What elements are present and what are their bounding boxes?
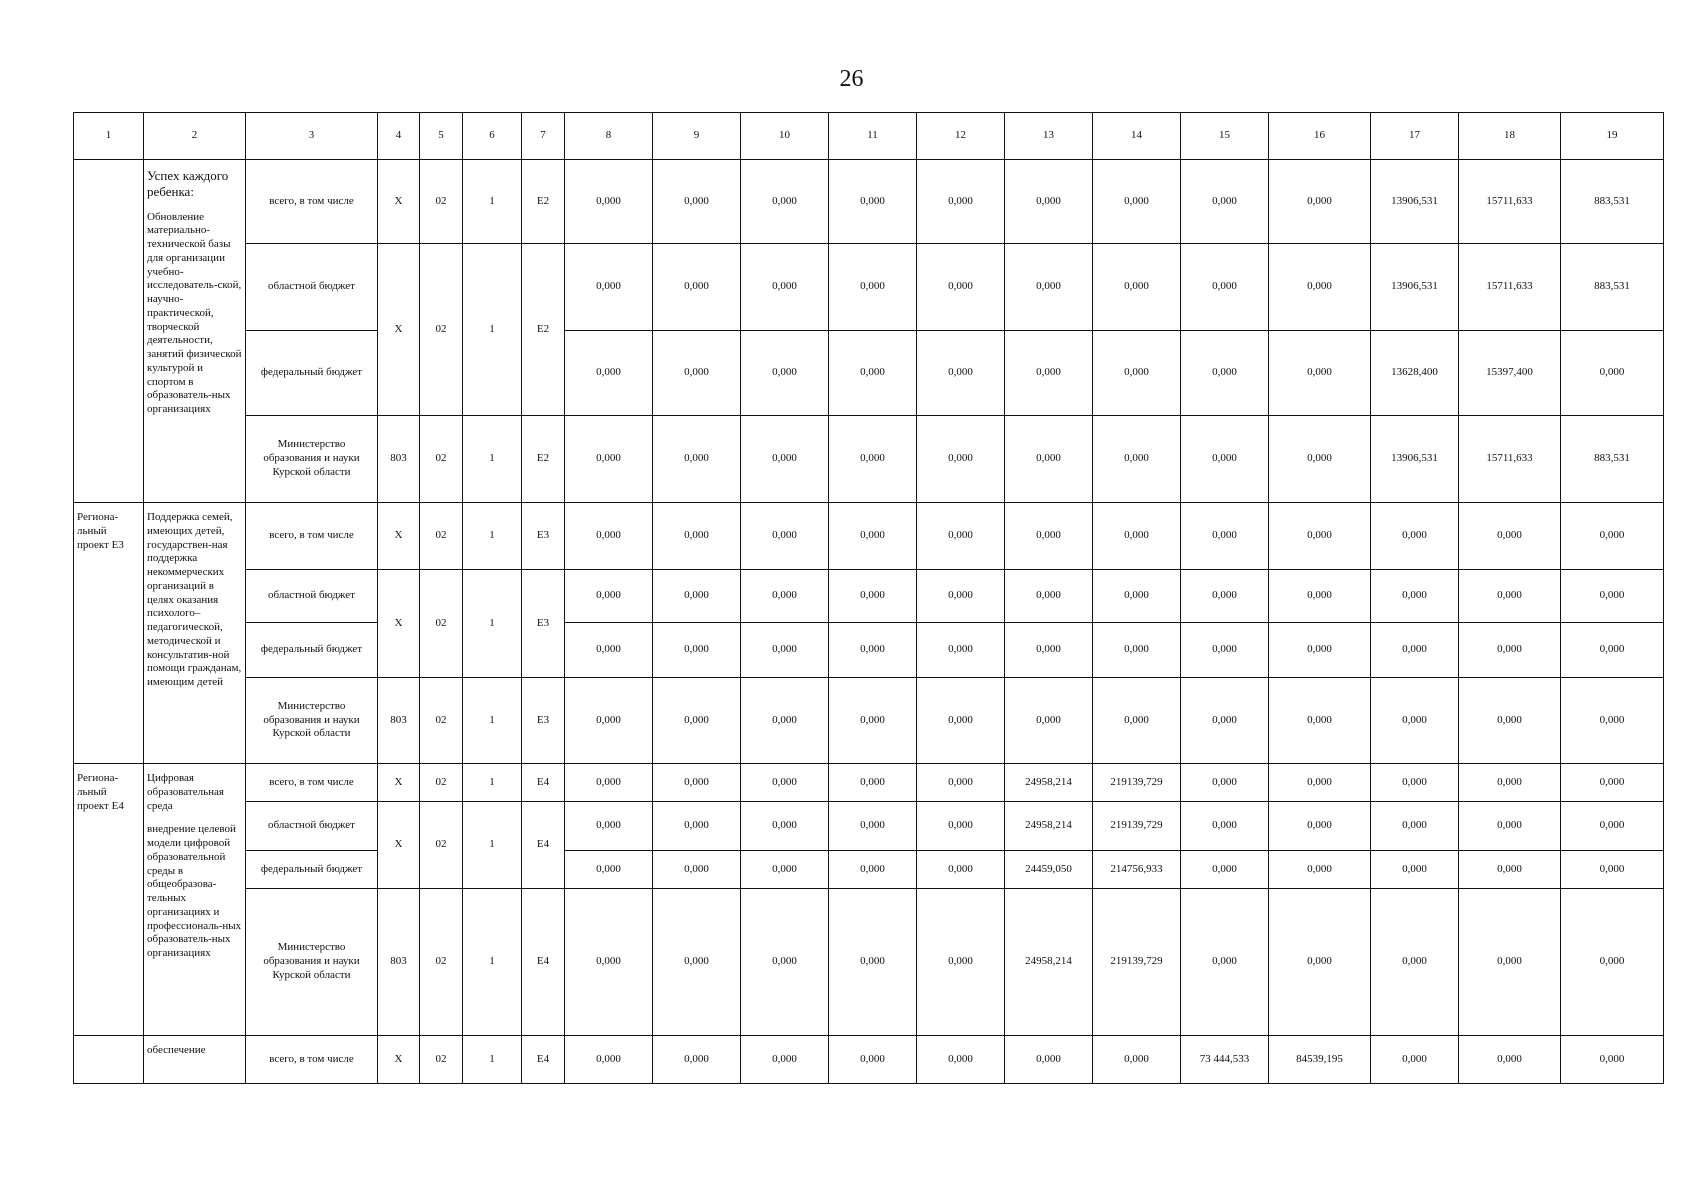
code-cell: 02 xyxy=(420,503,463,570)
event-name-cell xyxy=(144,764,246,1036)
code-cell: 02 xyxy=(420,570,463,678)
value-cell: 0,000 xyxy=(1269,678,1371,764)
code-cell: Х xyxy=(378,764,420,802)
value-cell: 0,000 xyxy=(1371,678,1459,764)
code-cell: Е3 xyxy=(522,678,565,764)
value-cell: 0,000 xyxy=(1005,623,1093,678)
value-cell: 24459,050 xyxy=(1005,851,1093,889)
value-cell: 13628,400 xyxy=(1371,331,1459,416)
value-cell: 0,000 xyxy=(829,851,917,889)
value-cell: 0,000 xyxy=(653,503,741,570)
value-cell: 73 444,533 xyxy=(1181,1036,1269,1084)
value-cell: 0,000 xyxy=(1371,623,1459,678)
value-cell: 0,000 xyxy=(1005,1036,1093,1084)
value-cell: 0,000 xyxy=(1561,802,1664,851)
value-cell: 0,000 xyxy=(565,1036,653,1084)
table-row xyxy=(74,244,1664,331)
value-cell: 15711,633 xyxy=(1459,244,1561,331)
code-cell: 1 xyxy=(463,160,522,244)
value-cell: 0,000 xyxy=(1459,678,1561,764)
value-cell: 219139,729 xyxy=(1093,889,1181,1036)
value-cell: 0,000 xyxy=(917,764,1005,802)
value-cell: 0,000 xyxy=(1561,503,1664,570)
value-cell: 0,000 xyxy=(1459,802,1561,851)
value-cell: 0,000 xyxy=(1093,1036,1181,1084)
source-label: областной бюджет xyxy=(246,802,378,851)
col-header: 18 xyxy=(1459,113,1561,160)
code-cell: Е4 xyxy=(522,802,565,889)
code-cell: 1 xyxy=(463,764,522,802)
source-label: всего, в том числе xyxy=(246,1036,378,1084)
table-row xyxy=(74,802,1664,851)
value-cell: 0,000 xyxy=(653,623,741,678)
value-cell: 13906,531 xyxy=(1371,244,1459,331)
value-cell: 0,000 xyxy=(1181,802,1269,851)
source-label: всего, в том числе xyxy=(246,503,378,570)
value-cell: 24958,214 xyxy=(1005,889,1093,1036)
table-row xyxy=(74,764,1664,802)
value-cell: 15711,633 xyxy=(1459,160,1561,244)
event-name-cell xyxy=(144,160,246,503)
value-cell: 0,000 xyxy=(1093,416,1181,503)
value-cell: 0,000 xyxy=(741,503,829,570)
value-cell: 0,000 xyxy=(741,244,829,331)
source-label: Министерство образования и науки Курской области xyxy=(246,889,378,1036)
value-cell: 0,000 xyxy=(653,1036,741,1084)
value-cell: 0,000 xyxy=(1269,244,1371,331)
col-header: 4 xyxy=(378,113,420,160)
value-cell: 0,000 xyxy=(1459,503,1561,570)
value-cell: 0,000 xyxy=(741,416,829,503)
value-cell: 0,000 xyxy=(653,244,741,331)
value-cell: 0,000 xyxy=(917,570,1005,623)
value-cell: 0,000 xyxy=(1181,331,1269,416)
code-cell: 1 xyxy=(463,503,522,570)
value-cell: 0,000 xyxy=(1459,851,1561,889)
col-header: 8 xyxy=(565,113,653,160)
value-cell: 0,000 xyxy=(1459,1036,1561,1084)
code-cell: 02 xyxy=(420,244,463,416)
value-cell: 0,000 xyxy=(829,331,917,416)
col-header: 6 xyxy=(463,113,522,160)
value-cell: 0,000 xyxy=(917,416,1005,503)
value-cell: 13906,531 xyxy=(1371,160,1459,244)
code-cell: Х xyxy=(378,802,420,889)
value-cell: 0,000 xyxy=(653,764,741,802)
value-cell: 15397,400 xyxy=(1459,331,1561,416)
col-header: 9 xyxy=(653,113,741,160)
value-cell: 0,000 xyxy=(829,802,917,851)
value-cell: 24958,214 xyxy=(1005,802,1093,851)
col-header: 1 xyxy=(74,113,144,160)
value-cell: 0,000 xyxy=(1269,160,1371,244)
value-cell: 0,000 xyxy=(917,851,1005,889)
col-header: 12 xyxy=(917,113,1005,160)
value-cell: 0,000 xyxy=(741,1036,829,1084)
value-cell: 0,000 xyxy=(1005,244,1093,331)
code-cell: 803 xyxy=(378,889,420,1036)
value-cell: 0,000 xyxy=(917,623,1005,678)
value-cell: 0,000 xyxy=(829,503,917,570)
event-title: Успех каждого ребенка: xyxy=(147,168,229,200)
value-cell: 0,000 xyxy=(565,678,653,764)
value-cell: 0,000 xyxy=(1561,331,1664,416)
value-cell: 0,000 xyxy=(1371,764,1459,802)
value-cell: 0,000 xyxy=(653,160,741,244)
value-cell: 0,000 xyxy=(565,802,653,851)
event-name-cell: обеспечение xyxy=(144,1036,246,1084)
col-header: 11 xyxy=(829,113,917,160)
value-cell: 0,000 xyxy=(829,678,917,764)
source-label: областной бюджет xyxy=(246,570,378,623)
col-header: 7 xyxy=(522,113,565,160)
code-cell: 803 xyxy=(378,678,420,764)
value-cell: 0,000 xyxy=(917,503,1005,570)
value-cell: 0,000 xyxy=(1561,570,1664,623)
source-label: федеральный бюджет xyxy=(246,851,378,889)
col-header: 2 xyxy=(144,113,246,160)
value-cell: 0,000 xyxy=(1459,764,1561,802)
code-cell: 1 xyxy=(463,1036,522,1084)
value-cell: 0,000 xyxy=(1181,503,1269,570)
value-cell: 0,000 xyxy=(1269,764,1371,802)
value-cell: 883,531 xyxy=(1561,244,1664,331)
value-cell: 0,000 xyxy=(741,623,829,678)
code-cell: 803 xyxy=(378,416,420,503)
value-cell: 0,000 xyxy=(1561,678,1664,764)
value-cell: 0,000 xyxy=(1005,160,1093,244)
value-cell: 0,000 xyxy=(653,851,741,889)
value-cell: 0,000 xyxy=(1269,802,1371,851)
col-header: 5 xyxy=(420,113,463,160)
col-header: 15 xyxy=(1181,113,1269,160)
value-cell: 0,000 xyxy=(1561,851,1664,889)
value-cell: 883,531 xyxy=(1561,160,1664,244)
value-cell: 0,000 xyxy=(1005,678,1093,764)
value-cell: 0,000 xyxy=(565,244,653,331)
event-name-cell: Поддержка семей, имеющих детей, государствен-ная поддержка некоммерческих организаций в целях оказания психолого–педагогической, методической и консультатив-ной помощи гражданам, имеющим детей xyxy=(144,503,246,764)
code-cell: Е3 xyxy=(522,570,565,678)
code-cell: 02 xyxy=(420,764,463,802)
code-cell: Е4 xyxy=(522,764,565,802)
value-cell: 0,000 xyxy=(1093,244,1181,331)
code-cell: Е4 xyxy=(522,889,565,1036)
value-cell: 0,000 xyxy=(1181,764,1269,802)
value-cell: 0,000 xyxy=(741,331,829,416)
table-row xyxy=(74,678,1664,764)
table-row xyxy=(74,889,1664,1036)
table-row xyxy=(74,503,1664,570)
value-cell: 0,000 xyxy=(565,851,653,889)
table-row xyxy=(74,160,1664,244)
code-cell: 1 xyxy=(463,570,522,678)
project-cell: Региона-льный проект Е3 xyxy=(74,503,144,764)
value-cell: 0,000 xyxy=(1093,503,1181,570)
value-cell: 0,000 xyxy=(829,416,917,503)
code-cell: Х xyxy=(378,1036,420,1084)
table-row xyxy=(74,331,1664,416)
value-cell: 0,000 xyxy=(829,244,917,331)
value-cell: 0,000 xyxy=(917,802,1005,851)
value-cell: 0,000 xyxy=(1561,889,1664,1036)
value-cell: 0,000 xyxy=(741,851,829,889)
header-row xyxy=(74,113,1664,160)
code-cell: Е2 xyxy=(522,160,565,244)
value-cell: 0,000 xyxy=(565,623,653,678)
code-cell: Е2 xyxy=(522,244,565,416)
value-cell: 0,000 xyxy=(1269,570,1371,623)
value-cell: 0,000 xyxy=(1371,802,1459,851)
code-cell: 1 xyxy=(463,244,522,416)
table-row xyxy=(74,570,1664,623)
value-cell: 883,531 xyxy=(1561,416,1664,503)
value-cell: 0,000 xyxy=(653,802,741,851)
value-cell: 214756,933 xyxy=(1093,851,1181,889)
value-cell: 0,000 xyxy=(1371,889,1459,1036)
code-cell: Х xyxy=(378,160,420,244)
value-cell: 219139,729 xyxy=(1093,764,1181,802)
value-cell: 0,000 xyxy=(1181,416,1269,503)
value-cell: 84539,195 xyxy=(1269,1036,1371,1084)
value-cell: 0,000 xyxy=(565,503,653,570)
value-cell: 0,000 xyxy=(1459,889,1561,1036)
value-cell: 0,000 xyxy=(741,570,829,623)
value-cell: 0,000 xyxy=(1561,764,1664,802)
value-cell: 0,000 xyxy=(917,889,1005,1036)
value-cell: 0,000 xyxy=(1371,570,1459,623)
event-description: Обновление материально-технической базы для организации учебно-исследователь-ской, научно-практической, творческой деятельности, занятий физической культурой и спортом в образователь-ных организациях xyxy=(147,210,242,415)
code-cell: Е4 xyxy=(522,1036,565,1084)
project-cell xyxy=(74,1036,144,1084)
event-description: внедрение целевой модели цифровой образовательной среды в общеобразова-тельных организациях и профессиональ-ных образователь-ных организациях xyxy=(147,823,242,959)
value-cell: 0,000 xyxy=(1269,416,1371,503)
code-cell: 02 xyxy=(420,1036,463,1084)
value-cell: 0,000 xyxy=(917,678,1005,764)
code-cell: Х xyxy=(378,570,420,678)
value-cell: 13906,531 xyxy=(1371,416,1459,503)
value-cell: 0,000 xyxy=(1561,623,1664,678)
col-header: 14 xyxy=(1093,113,1181,160)
col-header: 19 xyxy=(1561,113,1664,160)
value-cell: 24958,214 xyxy=(1005,764,1093,802)
value-cell: 0,000 xyxy=(1005,416,1093,503)
value-cell: 0,000 xyxy=(917,160,1005,244)
value-cell: 0,000 xyxy=(1093,623,1181,678)
value-cell: 0,000 xyxy=(1005,331,1093,416)
project-cell xyxy=(74,160,144,503)
value-cell: 0,000 xyxy=(741,802,829,851)
value-cell: 0,000 xyxy=(1459,623,1561,678)
value-cell: 0,000 xyxy=(1005,570,1093,623)
value-cell: 0,000 xyxy=(829,1036,917,1084)
value-cell: 0,000 xyxy=(741,889,829,1036)
value-cell: 0,000 xyxy=(1371,503,1459,570)
value-cell: 0,000 xyxy=(653,678,741,764)
source-label: областной бюджет xyxy=(246,244,378,331)
col-header: 17 xyxy=(1371,113,1459,160)
code-cell: 02 xyxy=(420,160,463,244)
code-cell: 1 xyxy=(463,802,522,889)
value-cell: 0,000 xyxy=(741,678,829,764)
source-label: федеральный бюджет xyxy=(246,331,378,416)
project-cell: Региона-льный проект Е4 xyxy=(74,764,144,1036)
value-cell: 0,000 xyxy=(1181,570,1269,623)
value-cell: 0,000 xyxy=(1269,503,1371,570)
source-label: Министерство образования и науки Курской области xyxy=(246,678,378,764)
code-cell: Е2 xyxy=(522,416,565,503)
page-number: 26 xyxy=(839,66,864,92)
code-cell: 1 xyxy=(463,678,522,764)
code-cell: 02 xyxy=(420,678,463,764)
source-label: Министерство образования и науки Курской области xyxy=(246,416,378,503)
value-cell: 0,000 xyxy=(1181,678,1269,764)
table-row xyxy=(74,1036,1664,1084)
col-header: 10 xyxy=(741,113,829,160)
value-cell: 0,000 xyxy=(829,764,917,802)
value-cell: 0,000 xyxy=(1181,889,1269,1036)
value-cell: 0,000 xyxy=(1093,570,1181,623)
value-cell: 0,000 xyxy=(917,244,1005,331)
value-cell: 0,000 xyxy=(1005,503,1093,570)
value-cell: 0,000 xyxy=(1181,623,1269,678)
table-row xyxy=(74,416,1664,503)
source-label: федеральный бюджет xyxy=(246,623,378,678)
source-label: всего, в том числе xyxy=(246,160,378,244)
value-cell: 0,000 xyxy=(1371,1036,1459,1084)
budget-table xyxy=(73,112,1664,1084)
value-cell: 0,000 xyxy=(565,416,653,503)
value-cell: 0,000 xyxy=(741,764,829,802)
value-cell: 0,000 xyxy=(565,570,653,623)
code-cell: 1 xyxy=(463,889,522,1036)
value-cell: 0,000 xyxy=(565,889,653,1036)
code-cell: Е3 xyxy=(522,503,565,570)
source-label: всего, в том числе xyxy=(246,764,378,802)
value-cell: 0,000 xyxy=(653,416,741,503)
value-cell: 0,000 xyxy=(1459,570,1561,623)
value-cell: 0,000 xyxy=(829,160,917,244)
value-cell: 0,000 xyxy=(829,889,917,1036)
value-cell: 0,000 xyxy=(1269,851,1371,889)
value-cell: 0,000 xyxy=(1181,851,1269,889)
value-cell: 0,000 xyxy=(1093,678,1181,764)
value-cell: 0,000 xyxy=(917,331,1005,416)
value-cell: 0,000 xyxy=(565,764,653,802)
table-row xyxy=(74,851,1664,889)
code-cell: 02 xyxy=(420,889,463,1036)
value-cell: 0,000 xyxy=(653,570,741,623)
value-cell: 0,000 xyxy=(1269,889,1371,1036)
value-cell: 0,000 xyxy=(829,570,917,623)
value-cell: 0,000 xyxy=(1269,623,1371,678)
value-cell: 0,000 xyxy=(565,160,653,244)
event-title: Цифровая образовательная среда xyxy=(147,772,224,812)
code-cell: 02 xyxy=(420,416,463,503)
col-header: 16 xyxy=(1269,113,1371,160)
value-cell: 0,000 xyxy=(829,623,917,678)
code-cell: Х xyxy=(378,244,420,416)
table-row xyxy=(74,623,1664,678)
code-cell: Х xyxy=(378,503,420,570)
value-cell: 0,000 xyxy=(653,889,741,1036)
value-cell: 0,000 xyxy=(1269,331,1371,416)
value-cell: 0,000 xyxy=(1181,160,1269,244)
value-cell: 219139,729 xyxy=(1093,802,1181,851)
value-cell: 15711,633 xyxy=(1459,416,1561,503)
value-cell: 0,000 xyxy=(1561,1036,1664,1084)
value-cell: 0,000 xyxy=(565,331,653,416)
value-cell: 0,000 xyxy=(917,1036,1005,1084)
value-cell: 0,000 xyxy=(653,331,741,416)
col-header: 13 xyxy=(1005,113,1093,160)
value-cell: 0,000 xyxy=(1181,244,1269,331)
value-cell: 0,000 xyxy=(1093,331,1181,416)
code-cell: 02 xyxy=(420,802,463,889)
col-header: 3 xyxy=(246,113,378,160)
value-cell: 0,000 xyxy=(1093,160,1181,244)
code-cell: 1 xyxy=(463,416,522,503)
value-cell: 0,000 xyxy=(1371,851,1459,889)
value-cell: 0,000 xyxy=(741,160,829,244)
